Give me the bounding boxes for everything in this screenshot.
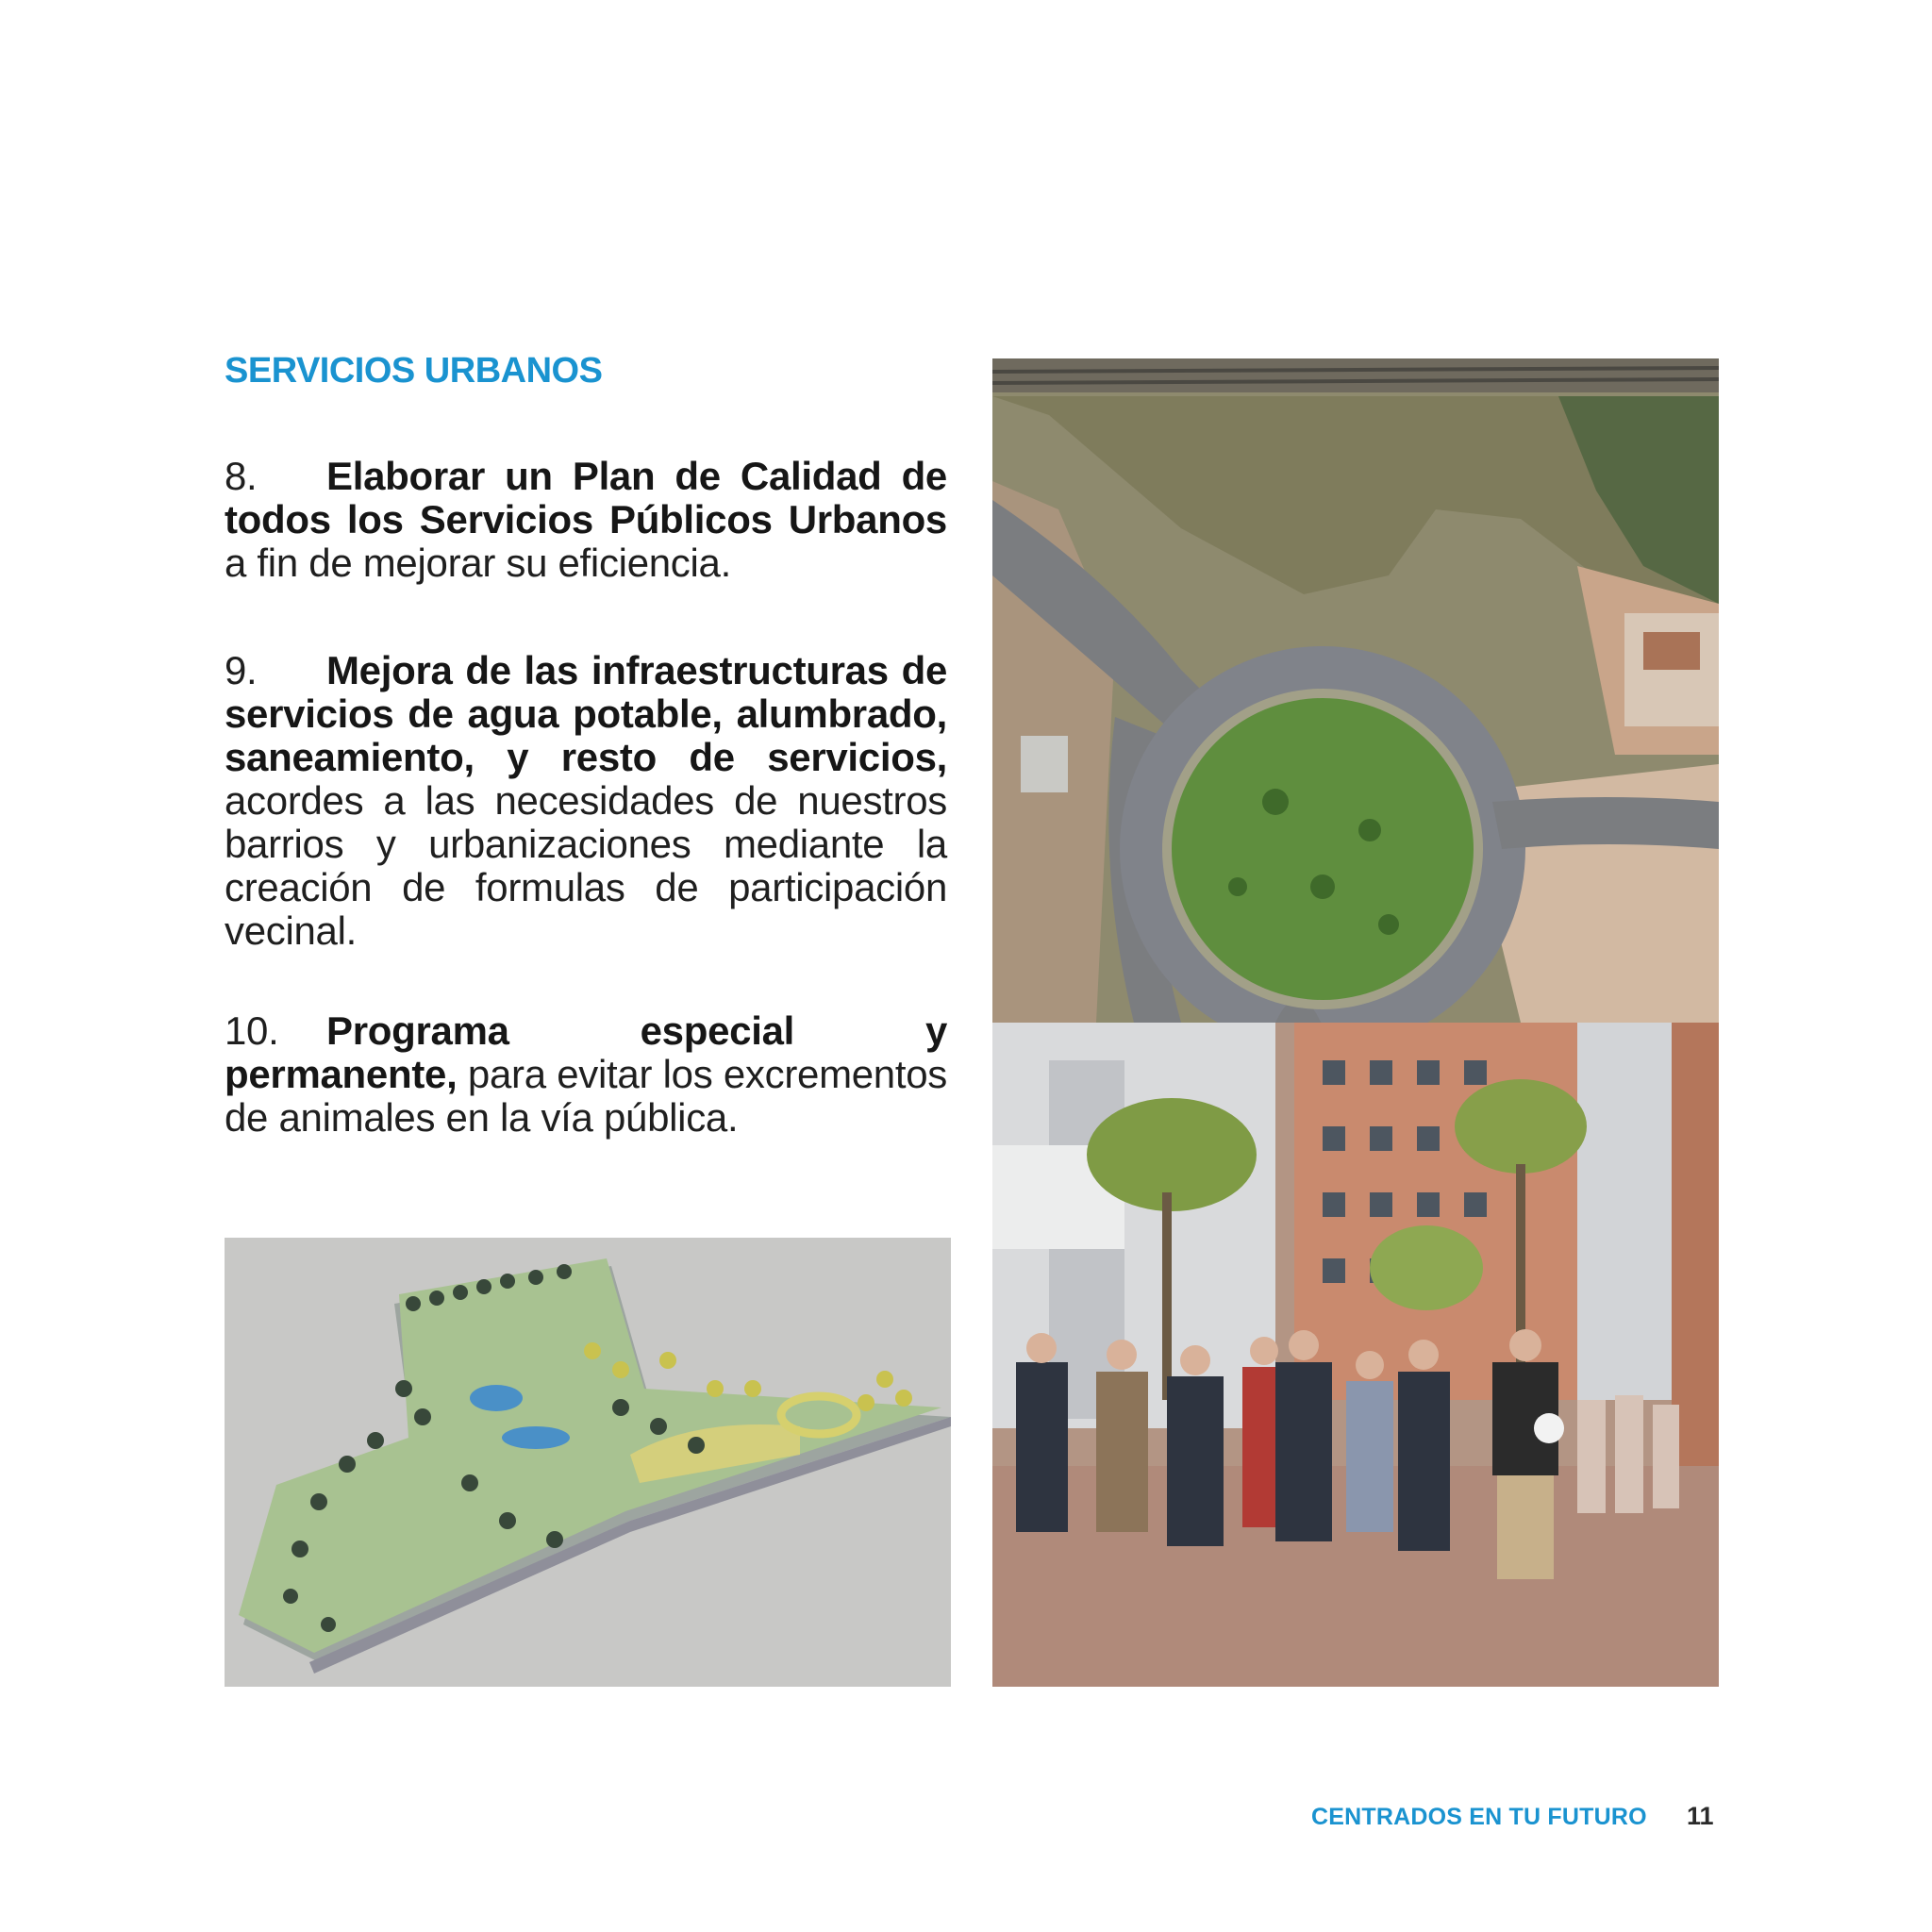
- item-text: a fin de mejorar su eficiencia.: [225, 541, 731, 585]
- item-number: 8.: [225, 454, 258, 498]
- item-number: 10.: [225, 1008, 279, 1053]
- item-bold-text: Elaborar un Plan de Calidad de todos los Servicios Públicos Urbanos: [225, 454, 947, 541]
- section-title: SERVICIOS URBANOS: [225, 351, 603, 391]
- item-bold-text: Mejora de las infraestructuras de servicios de agua potable, alumbrado, saneamiento, y resto de servicios,: [225, 648, 947, 779]
- page-number: 11: [1687, 1802, 1714, 1830]
- item-text: para evitar los excrementos de animales en la vía pública.: [225, 1052, 947, 1140]
- street-walk-photo: [992, 1023, 1719, 1687]
- list-item: [225, 1009, 947, 1140]
- list-item: [225, 455, 947, 585]
- list-item: [225, 649, 947, 953]
- item-bold-text: Programa especial y permanente,: [225, 1008, 947, 1096]
- item-text: acordes a las necesidades de nuestros barrios y urbanizaciones mediante la creación de formulas de participación vecinal.: [225, 778, 947, 953]
- park-plan-render: [225, 1238, 951, 1687]
- footer-slogan: CENTRADOS EN TU FUTURO: [1311, 1804, 1647, 1830]
- item-number: 9.: [225, 648, 258, 692]
- aerial-roundabout-photo: [992, 358, 1719, 1023]
